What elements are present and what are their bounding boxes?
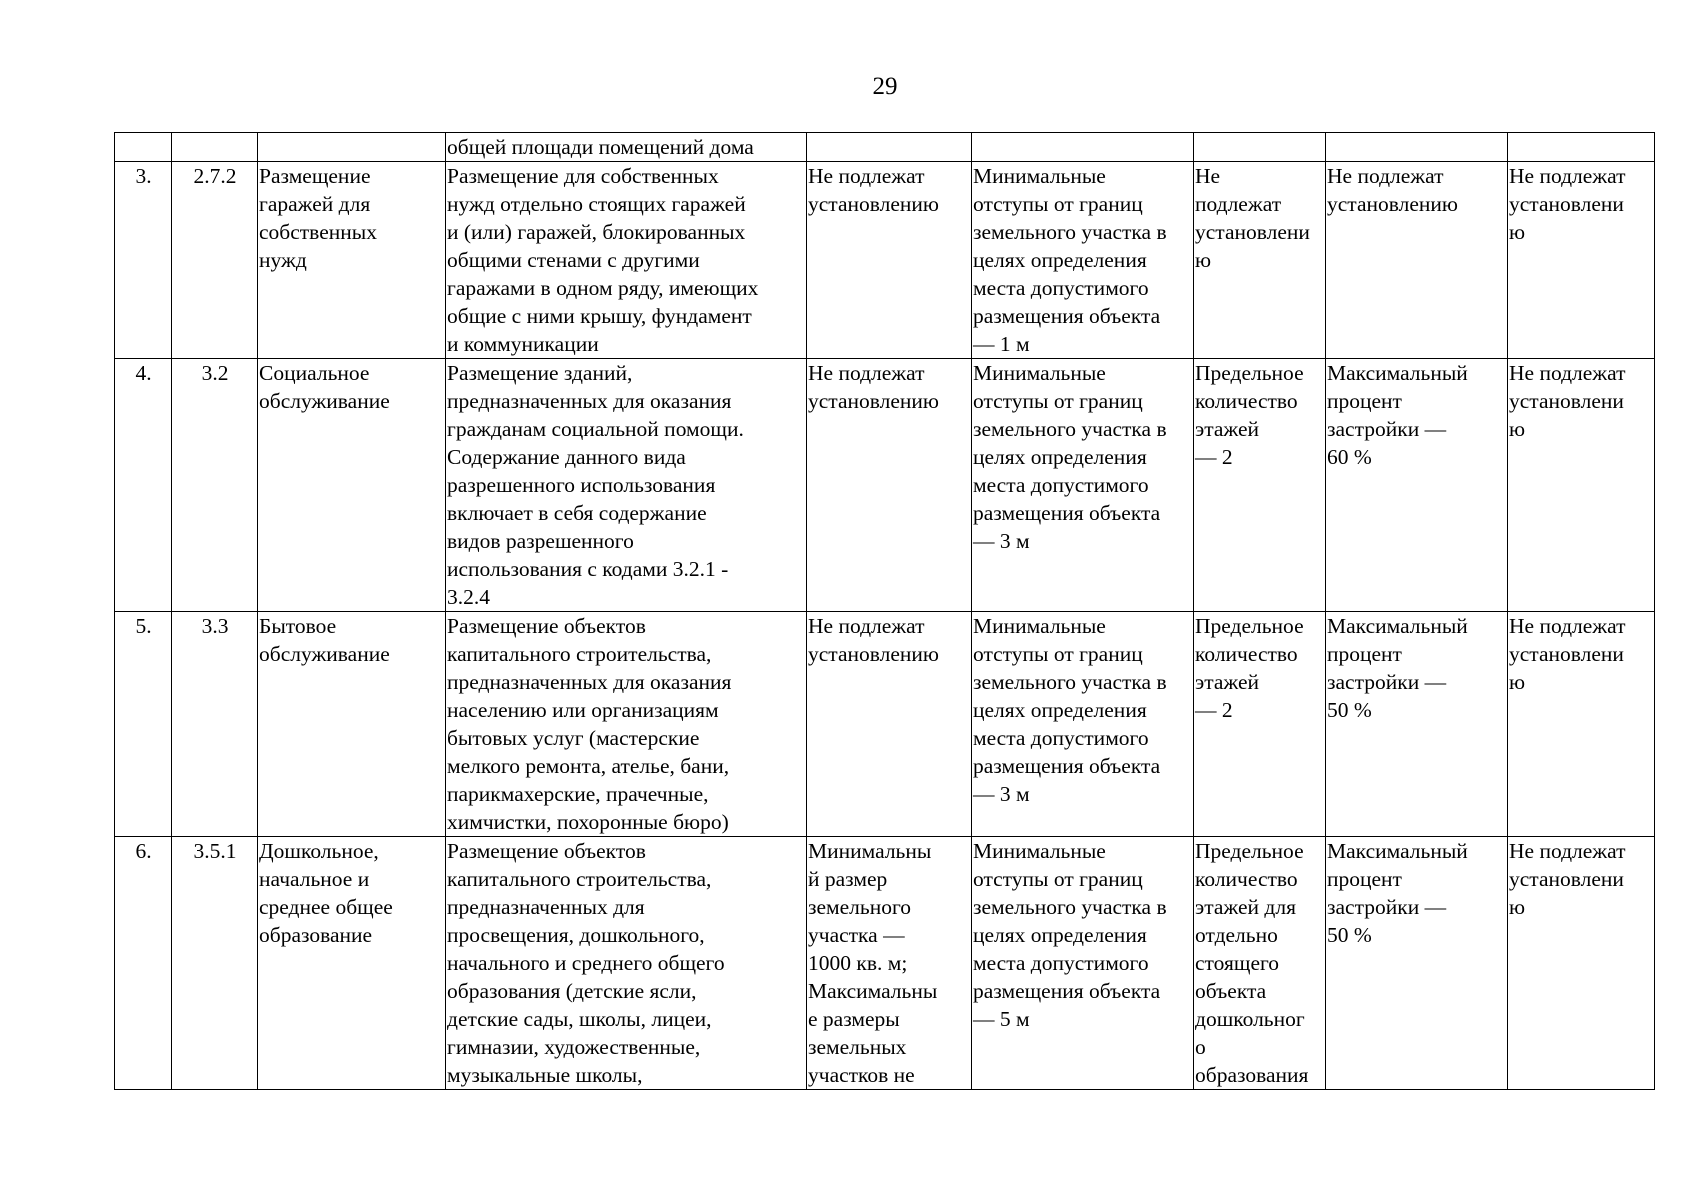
cell-code: 3.2 [172,359,258,612]
cell-number: 3. [115,162,172,359]
cell-number: 4. [115,359,172,612]
cell-plot-size: Не подлежат установлению [807,612,972,837]
cell-floors: Предельное количество этажей — 2 [1194,612,1326,837]
cell-description: Размещение объектов капитального строительства, предназначенных для оказания населению или организациям бытовых услуг (мастерские мелкого ремонта, ателье, бани, парикмахерские, прачечные, химчистки, похоронные бюро) [446,612,807,837]
cell-floors: Предельное количество этажей для отдельно стоящего объекта дошкольног о образования [1194,837,1326,1090]
cell-number [115,133,172,162]
cell-code: 2.7.2 [172,162,258,359]
cell-coverage: Максимальный процент застройки — 60 % [1326,359,1508,612]
cell-coverage [1326,133,1508,162]
cell-code [172,133,258,162]
cell-plot-size [807,133,972,162]
cell-plot-size: Минимальны й размер земельного участка — 1000 кв. м; Максимальны е размеры земельных участков не [807,837,972,1090]
page-number: 29 [872,73,898,100]
zoning-table [114,132,1655,1090]
cell-floors: Не подлежат установлени ю [1194,162,1326,359]
cell-setbacks [972,133,1194,162]
cell-name: Размещение гаражей для собственных нужд [258,162,446,359]
cell-floors: Предельное количество этажей — 2 [1194,359,1326,612]
cell-floors [1194,133,1326,162]
cell-name: Дошкольное, начальное и среднее общее образование [258,837,446,1090]
cell-other [1508,133,1655,162]
table-row-continuation [115,133,1655,162]
cell-name: Социальное обслуживание [258,359,446,612]
cell-coverage: Не подлежат установлению [1326,162,1508,359]
cell-other: Не подлежат установлени ю [1508,837,1655,1090]
cell-setbacks: Минимальные отступы от границ земельного участка в целях определения места допустимого размещения объекта — 1 м [972,162,1194,359]
cell-coverage: Максимальный процент застройки — 50 % [1326,837,1508,1090]
cell-setbacks: Минимальные отступы от границ земельного участка в целях определения места допустимого размещения объекта — 5 м [972,837,1194,1090]
table-row [115,359,1655,612]
cell-number: 5. [115,612,172,837]
cell-setbacks: Минимальные отступы от границ земельного участка в целях определения места допустимого размещения объекта — 3 м [972,359,1194,612]
cell-name: Бытовое обслуживание [258,612,446,837]
cell-description: Размещение зданий, предназначенных для оказания гражданам социальной помощи. Содержание данного вида разрешенного использования включает в себя содержание видов разрешенного использования с кодами 3.2.1 - 3.2.4 [446,359,807,612]
cell-plot-size: Не подлежат установлению [807,162,972,359]
cell-coverage: Максимальный процент застройки — 50 % [1326,612,1508,837]
cell-description: общей площади помещений дома [446,133,807,162]
cell-code: 3.3 [172,612,258,837]
cell-name [258,133,446,162]
cell-other: Не подлежат установлени ю [1508,612,1655,837]
cell-number: 6. [115,837,172,1090]
cell-other: Не подлежат установлени ю [1508,359,1655,612]
table-row [115,162,1655,359]
cell-description: Размещение для собственных нужд отдельно стоящих гаражей и (или) гаражей, блокированных общими стенами с другими гаражами в одном ряду, имеющих общие с ними крышу, фундамент и коммуникации [446,162,807,359]
cell-setbacks: Минимальные отступы от границ земельного участка в целях определения места допустимого размещения объекта — 3 м [972,612,1194,837]
cell-description: Размещение объектов капитального строительства, предназначенных для просвещения, дошкольного, начального и среднего общего образования (детские ясли, детские сады, школы, лицеи, гимназии, художественные, музыкальные школы, [446,837,807,1090]
cell-other: Не подлежат установлени ю [1508,162,1655,359]
table-row [115,837,1655,1090]
table-row [115,612,1655,837]
cell-plot-size: Не подлежат установлению [807,359,972,612]
cell-code: 3.5.1 [172,837,258,1090]
